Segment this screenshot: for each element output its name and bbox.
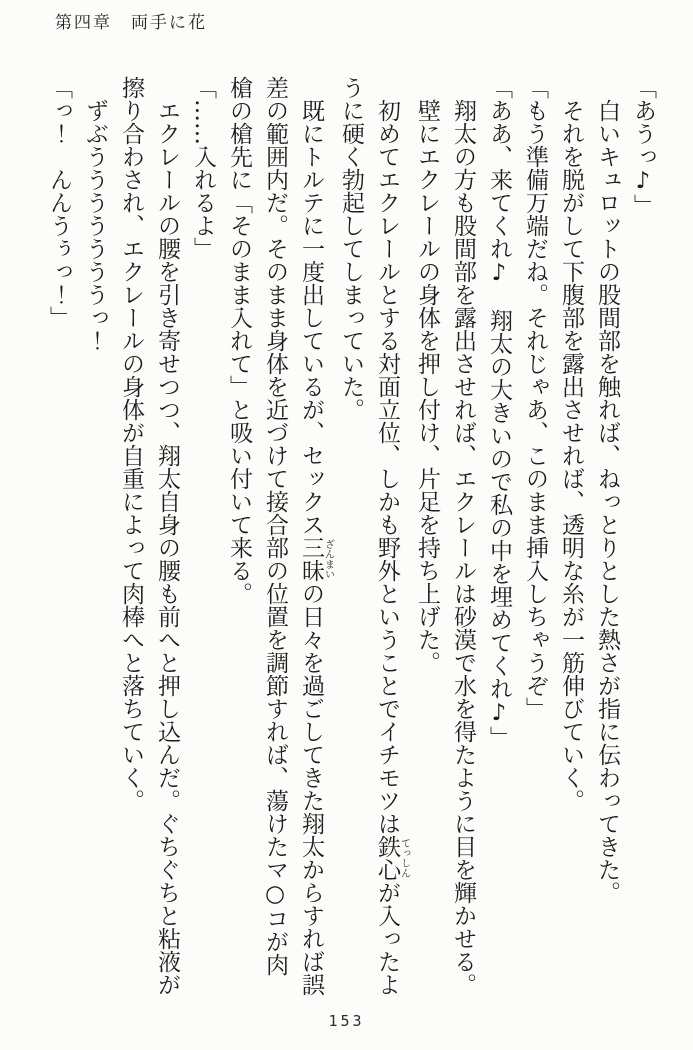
ruby-annotation: 三昧ざんまい	[298, 536, 334, 582]
paragraph: 「っ！ んんうぅっ！」	[46, 76, 72, 329]
page-number: 153	[328, 1012, 365, 1030]
ruby-annotation: 鉄心てっしん	[374, 835, 410, 881]
paragraph: 「ああ、来てくれ♪ 翔太の大きいので私の中を埋めてくれ♪」	[486, 76, 512, 749]
paragraph: 初めてエクレールとする対面立位、しかも野外ということでイチモツは鉄心てっしんが入ったように硬く勃起してしまっていた。	[338, 76, 410, 996]
paragraph: 「……入れるよ」	[190, 76, 216, 260]
body-text	[41, 76, 661, 998]
paragraph: ずぶうううううううっ！	[82, 99, 108, 352]
paragraph: それを脱がして下腹部を露出させれば、透明な糸が一筋伸びていく。	[558, 99, 584, 812]
paragraph: 「あうっ♪」	[630, 76, 656, 217]
paragraph: 白いキュロットの股間部を触れば、ねっとりとした熱さが指に伝わってきた。	[594, 99, 620, 904]
paragraph: 「もう準備万端だね。それじゃあ、このまま挿入しちゃうぞ」	[522, 76, 548, 720]
paragraph: 壁にエクレールの身体を押し付け、片足を持ち上げた。	[414, 99, 440, 674]
paragraph: 既にトルテに一度出しているが、セックス三昧ざんまいの日々を過ごしてきた翔太からすれば誤差の範囲内だ。そのまま身体を近づけて接合部の位置を調節すれば、蕩けたマ○コが肉槍の槍先に「そのまま入れて」と吸い付いて来る。	[226, 76, 334, 996]
paragraph: エクレールの腰を引き寄せつつ、翔太自身の腰も前へと押し込んだ。ぐちぐちと粘液が擦り合わされ、エクレールの身体が自重によって肉棒へと落ちていく。	[118, 76, 180, 996]
paragraph: 翔太の方も股間部を露出させれば、エクレールは砂漠で水を得たように目を輝かせる。	[450, 99, 476, 996]
chapter-header: 第四章 両手に花	[55, 13, 207, 33]
